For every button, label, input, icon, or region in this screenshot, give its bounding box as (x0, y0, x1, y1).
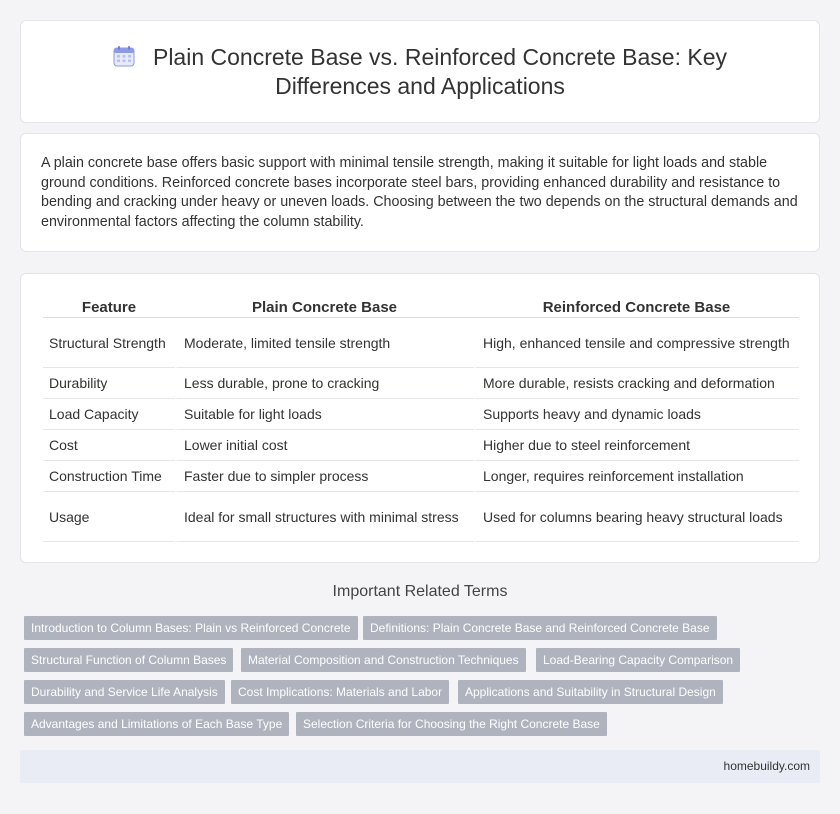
cell-reinforced: Supports heavy and dynamic loads (474, 399, 799, 430)
related-tag[interactable]: Durability and Service Life Analysis (24, 680, 225, 704)
header-reinforced: Reinforced Concrete Base (474, 294, 799, 318)
table-row (43, 399, 799, 430)
table-row (43, 430, 799, 461)
comparison-table-card (20, 273, 820, 563)
cell-reinforced: More durable, resists cracking and deformation (474, 368, 799, 399)
table-row (43, 318, 799, 368)
related-terms-heading: Important Related Terms (332, 583, 508, 600)
cell-feature: Usage (43, 492, 175, 542)
calendar-icon (113, 45, 135, 67)
cell-plain: Faster due to simpler process (175, 461, 474, 492)
cell-plain: Less durable, prone to cracking (175, 368, 474, 399)
table-row (43, 461, 799, 492)
page-title (21, 43, 819, 101)
related-tag[interactable]: Material Composition and Construction Techniques (241, 648, 526, 672)
cell-feature: Durability (43, 368, 175, 399)
cell-plain: Lower initial cost (175, 430, 474, 461)
related-tag[interactable]: Advantages and Limitations of Each Base Type (24, 712, 289, 736)
cell-plain: Moderate, limited tensile strength (175, 318, 474, 368)
header-plain: Plain Concrete Base (175, 294, 474, 318)
table-row (43, 492, 799, 542)
cell-plain: Ideal for small structures with minimal stress (175, 492, 474, 542)
intro-card (20, 133, 820, 252)
related-tag[interactable]: Selection Criteria for Choosing the Right Concrete Base (296, 712, 607, 736)
cell-feature: Load Capacity (43, 399, 175, 430)
related-tag[interactable]: Structural Function of Column Bases (24, 648, 233, 672)
related-tag[interactable]: Load-Bearing Capacity Comparison (536, 648, 740, 672)
title-wrap (21, 43, 819, 101)
footer (20, 750, 820, 783)
related-tag[interactable]: Applications and Suitability in Structural Design (458, 680, 723, 704)
table-header-row (43, 294, 799, 318)
intro-text: A plain concrete base offers basic support with minimal tensile strength, making it suitable for light loads and stable ground conditions. Reinforced concrete bases incorporate steel bars, providing enhanced durability and resistance to bending and cracking under heavy or uneven loads. Choosing between the two depends on the structural demands and environmental factors affecting the column stability. (41, 155, 798, 230)
cell-feature: Construction Time (43, 461, 175, 492)
cell-feature: Cost (43, 430, 175, 461)
cell-reinforced: High, enhanced tensile and compressive strength (474, 318, 799, 368)
footer-site[interactable]: homebuildy.com (723, 759, 810, 773)
related-tag[interactable]: Cost Implications: Materials and Labor (231, 680, 449, 704)
cell-reinforced: Used for columns bearing heavy structural loads (474, 492, 799, 542)
cell-plain: Suitable for light loads (175, 399, 474, 430)
title-card (20, 20, 820, 123)
related-tag[interactable]: Definitions: Plain Concrete Base and Reinforced Concrete Base (363, 616, 717, 640)
related-tag[interactable]: Introduction to Column Bases: Plain vs Reinforced Concrete (24, 616, 358, 640)
cell-reinforced: Higher due to steel reinforcement (474, 430, 799, 461)
header-feature: Feature (43, 294, 175, 318)
table-row (43, 368, 799, 399)
cell-feature: Structural Strength (43, 318, 175, 368)
page-title-text: Plain Concrete Base vs. Reinforced Concrete Base: Key Differences and Applications (152, 44, 727, 99)
cell-reinforced: Longer, requires reinforcement installation (474, 461, 799, 492)
comparison-table (43, 294, 799, 542)
